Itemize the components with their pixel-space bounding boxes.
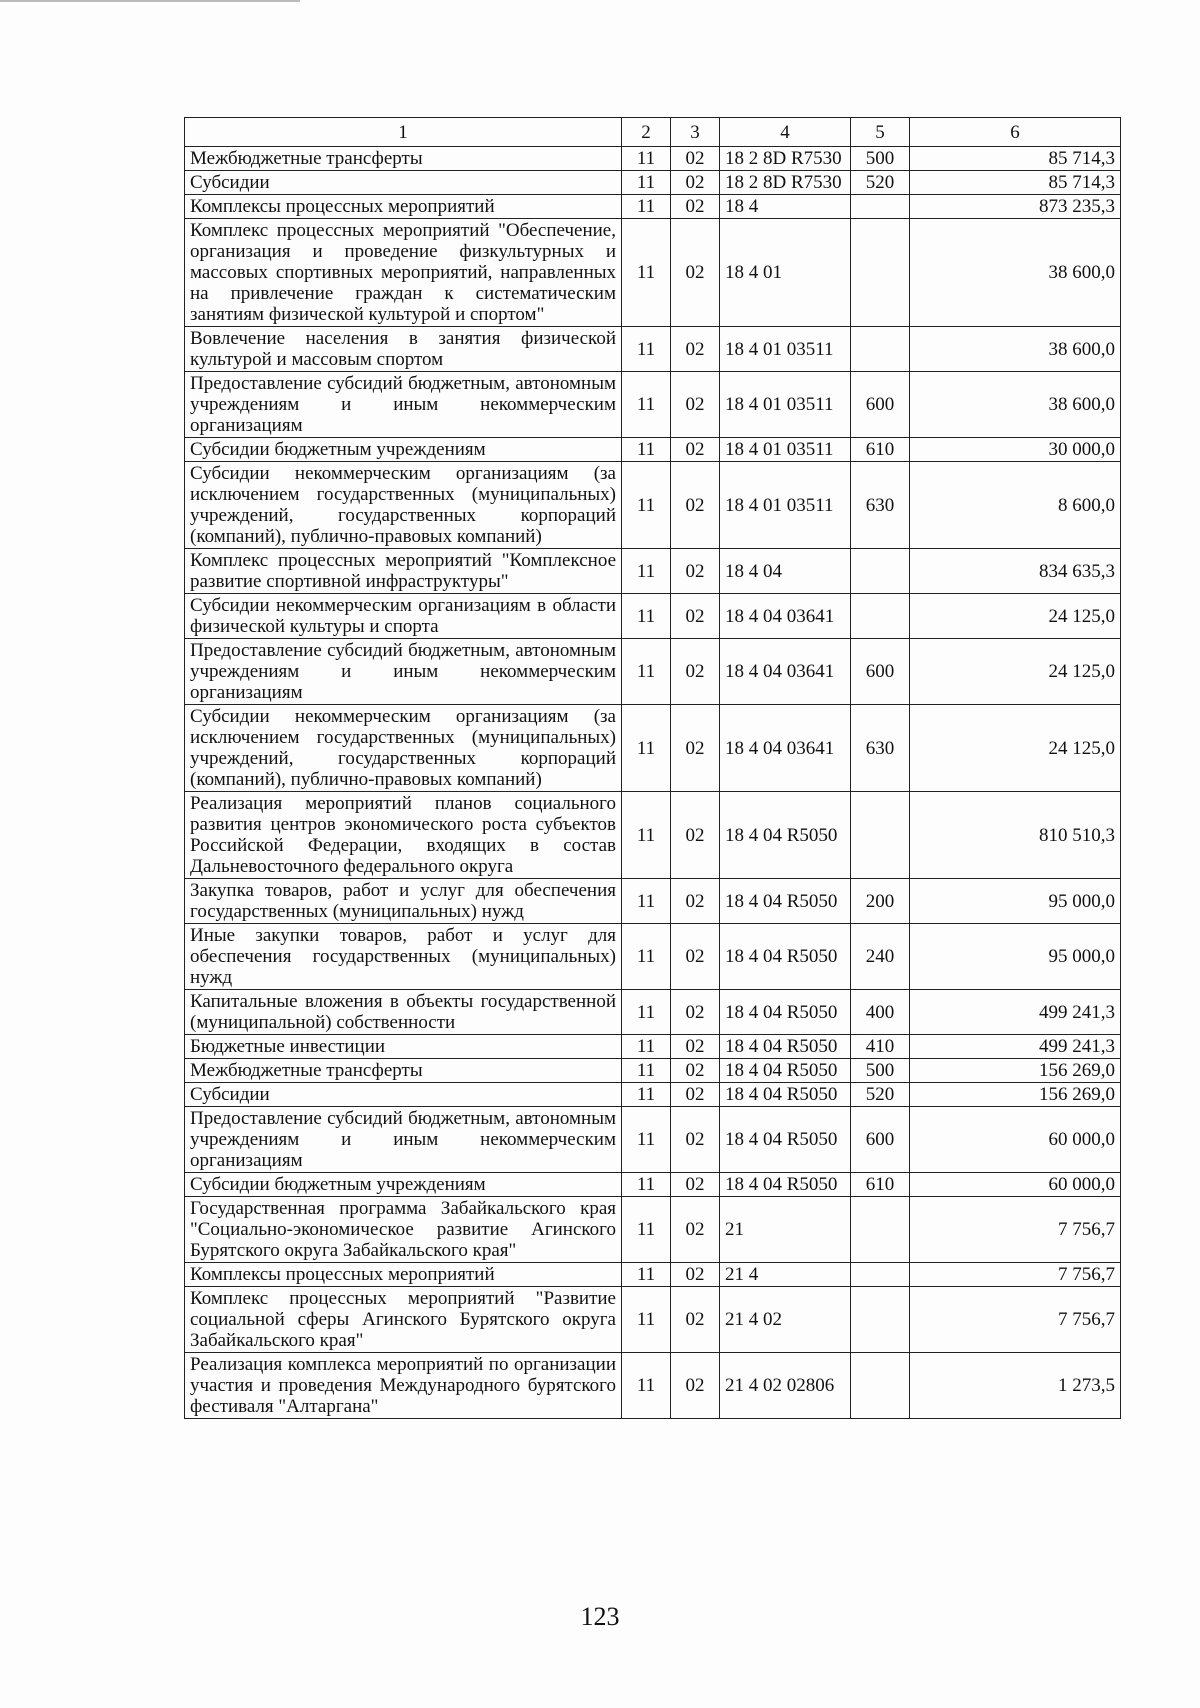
table-row: [185, 990, 1121, 1035]
row-amount: 810 510,3: [910, 792, 1121, 879]
row-target-code: 21 4: [720, 1263, 851, 1287]
row-amount: 1 273,5: [910, 1353, 1121, 1419]
column-header: 5: [851, 118, 910, 147]
row-target-code: 18 4 04 R5050: [720, 879, 851, 924]
row-target-code: 18 4 01 03511: [720, 372, 851, 438]
row-amount: 60 000,0: [910, 1173, 1121, 1197]
row-amount: 30 000,0: [910, 438, 1121, 462]
row-target-code: 18 4 04 03641: [720, 594, 851, 639]
row-section: 11: [622, 1263, 671, 1287]
row-name: Субсидии некоммерческим организациям (за исключением государственных (муниципальных) учреждений, государственных корпораций (компаний), публично-правовых компаний): [185, 705, 622, 792]
row-expense-type: [851, 1353, 910, 1419]
header-row: [185, 118, 1121, 147]
row-section: 11: [622, 792, 671, 879]
column-header: 4: [720, 118, 851, 147]
row-name: Бюджетные инвестиции: [185, 1035, 622, 1059]
row-amount: 95 000,0: [910, 879, 1121, 924]
row-name: Межбюджетные трансферты: [185, 147, 622, 171]
row-amount: 7 756,7: [910, 1197, 1121, 1263]
table-row: [185, 1173, 1121, 1197]
table-row: [185, 1035, 1121, 1059]
row-target-code: 18 4 04 R5050: [720, 1035, 851, 1059]
row-name: Субсидии бюджетным учреждениям: [185, 1173, 622, 1197]
table-row: [185, 195, 1121, 219]
row-name: Реализация мероприятий планов социального развития центров экономического роста субъектов Российской Федерации, входящих в состав Дальневосточного федерального округа: [185, 792, 622, 879]
row-amount: 85 714,3: [910, 171, 1121, 195]
row-subsection: 02: [671, 705, 720, 792]
row-subsection: 02: [671, 171, 720, 195]
row-target-code: 21 4 02: [720, 1287, 851, 1353]
row-expense-type: [851, 1197, 910, 1263]
row-subsection: 02: [671, 1059, 720, 1083]
row-amount: 499 241,3: [910, 1035, 1121, 1059]
row-target-code: 18 4 04 R5050: [720, 1059, 851, 1083]
row-name: Субсидии некоммерческим организациям в области физической культуры и спорта: [185, 594, 622, 639]
row-name: Реализация комплекса мероприятий по организации участия и проведения Международного бурятского фестиваля "Алтаргана": [185, 1353, 622, 1419]
row-expense-type: 410: [851, 1035, 910, 1059]
row-target-code: 18 2 8D R7530: [720, 147, 851, 171]
row-section: 11: [622, 1107, 671, 1173]
row-amount: 95 000,0: [910, 924, 1121, 990]
row-subsection: 02: [671, 1083, 720, 1107]
row-section: 11: [622, 879, 671, 924]
row-section: 11: [622, 171, 671, 195]
table-row: [185, 1287, 1121, 1353]
row-expense-type: 600: [851, 639, 910, 705]
row-section: 11: [622, 549, 671, 594]
row-name: Межбюджетные трансферты: [185, 1059, 622, 1083]
row-subsection: 02: [671, 147, 720, 171]
row-subsection: 02: [671, 879, 720, 924]
row-section: 11: [622, 705, 671, 792]
row-subsection: 02: [671, 1197, 720, 1263]
row-expense-type: 520: [851, 1083, 910, 1107]
row-subsection: 02: [671, 924, 720, 990]
row-name: Комплекс процессных мероприятий "Развитие социальной сферы Агинского Бурятского округа Забайкальского края": [185, 1287, 622, 1353]
row-amount: 24 125,0: [910, 639, 1121, 705]
table-row: [185, 1083, 1121, 1107]
row-subsection: 02: [671, 990, 720, 1035]
row-target-code: 18 4 04 R5050: [720, 924, 851, 990]
row-subsection: 02: [671, 195, 720, 219]
row-name: Комплекс процессных мероприятий "Комплексное развитие спортивной инфраструктуры": [185, 549, 622, 594]
row-subsection: 02: [671, 438, 720, 462]
row-amount: 24 125,0: [910, 594, 1121, 639]
row-expense-type: 600: [851, 372, 910, 438]
row-name: Комплексы процессных мероприятий: [185, 195, 622, 219]
table-row: [185, 924, 1121, 990]
row-section: 11: [622, 372, 671, 438]
row-section: 11: [622, 1353, 671, 1419]
table-row: [185, 549, 1121, 594]
row-name: Комплекс процессных мероприятий "Обеспечение, организация и проведение физкультурных и массовых спортивных мероприятий, направленных на привлечение граждан к систематическим занятиям физической культурой и спортом": [185, 219, 622, 327]
table-row: [185, 879, 1121, 924]
row-section: 11: [622, 924, 671, 990]
row-name: Субсидии: [185, 171, 622, 195]
row-subsection: 02: [671, 372, 720, 438]
row-expense-type: 630: [851, 705, 910, 792]
row-target-code: 18 2 8D R7530: [720, 171, 851, 195]
table-row: [185, 594, 1121, 639]
row-target-code: 18 4 04 R5050: [720, 792, 851, 879]
row-expense-type: 500: [851, 147, 910, 171]
row-name: Предоставление субсидий бюджетным, автономным учреждениям и иным некоммерческим организациям: [185, 372, 622, 438]
row-amount: 38 600,0: [910, 327, 1121, 372]
row-subsection: 02: [671, 549, 720, 594]
row-subsection: 02: [671, 1287, 720, 1353]
row-expense-type: 200: [851, 879, 910, 924]
row-name: Субсидии бюджетным учреждениям: [185, 438, 622, 462]
row-amount: 85 714,3: [910, 147, 1121, 171]
row-subsection: 02: [671, 327, 720, 372]
table-row: [185, 705, 1121, 792]
row-name: Капитальные вложения в объекты государственной (муниципальной) собственности: [185, 990, 622, 1035]
table-row: [185, 1197, 1121, 1263]
row-section: 11: [622, 219, 671, 327]
table-row: [185, 327, 1121, 372]
row-name: Субсидии: [185, 1083, 622, 1107]
row-section: 11: [622, 594, 671, 639]
row-section: 11: [622, 462, 671, 549]
table-body: [185, 147, 1121, 1419]
row-amount: 38 600,0: [910, 219, 1121, 327]
row-subsection: 02: [671, 1035, 720, 1059]
row-amount: 7 756,7: [910, 1263, 1121, 1287]
row-subsection: 02: [671, 1107, 720, 1173]
row-expense-type: 500: [851, 1059, 910, 1083]
row-target-code: 18 4 04 R5050: [720, 1173, 851, 1197]
row-name: Вовлечение населения в занятия физической культурой и массовым спортом: [185, 327, 622, 372]
table-row: [185, 438, 1121, 462]
row-name: Комплексы процессных мероприятий: [185, 1263, 622, 1287]
row-expense-type: 610: [851, 1173, 910, 1197]
row-target-code: 21 4 02 02806: [720, 1353, 851, 1419]
table-row: [185, 1263, 1121, 1287]
row-name: Иные закупки товаров, работ и услуг для обеспечения государственных (муниципальных) нужд: [185, 924, 622, 990]
table-row: [185, 1353, 1121, 1419]
row-section: 11: [622, 147, 671, 171]
row-section: 11: [622, 327, 671, 372]
row-section: 11: [622, 1173, 671, 1197]
row-expense-type: [851, 594, 910, 639]
column-header: 2: [622, 118, 671, 147]
row-name: Государственная программа Забайкальского края "Социально-экономическое развитие Агинского Бурятского округа Забайкальского края": [185, 1197, 622, 1263]
row-amount: 38 600,0: [910, 372, 1121, 438]
row-subsection: 02: [671, 792, 720, 879]
row-name: Закупка товаров, работ и услуг для обеспечения государственных (муниципальных) нужд: [185, 879, 622, 924]
row-subsection: 02: [671, 639, 720, 705]
row-section: 11: [622, 1083, 671, 1107]
row-target-code: 18 4 04 03641: [720, 639, 851, 705]
row-amount: 24 125,0: [910, 705, 1121, 792]
row-subsection: 02: [671, 1263, 720, 1287]
column-header: 3: [671, 118, 720, 147]
table-row: [185, 792, 1121, 879]
row-target-code: 21: [720, 1197, 851, 1263]
row-amount: 7 756,7: [910, 1287, 1121, 1353]
row-expense-type: [851, 327, 910, 372]
scan-edge-line: [0, 0, 300, 2]
row-subsection: 02: [671, 594, 720, 639]
row-target-code: 18 4 01: [720, 219, 851, 327]
row-expense-type: [851, 195, 910, 219]
table-row: [185, 219, 1121, 327]
row-section: 11: [622, 639, 671, 705]
table-row: [185, 147, 1121, 171]
table-row: [185, 1059, 1121, 1083]
row-subsection: 02: [671, 219, 720, 327]
row-target-code: 18 4 01 03511: [720, 438, 851, 462]
row-amount: 60 000,0: [910, 1107, 1121, 1173]
row-expense-type: 240: [851, 924, 910, 990]
table-row: [185, 372, 1121, 438]
table-row: [185, 171, 1121, 195]
row-expense-type: 610: [851, 438, 910, 462]
row-target-code: 18 4 04 R5050: [720, 1083, 851, 1107]
row-expense-type: 400: [851, 990, 910, 1035]
row-section: 11: [622, 195, 671, 219]
row-target-code: 18 4: [720, 195, 851, 219]
row-subsection: 02: [671, 1173, 720, 1197]
budget-table: [184, 117, 1121, 1419]
row-expense-type: 630: [851, 462, 910, 549]
row-target-code: 18 4 04: [720, 549, 851, 594]
row-expense-type: [851, 549, 910, 594]
table-row: [185, 1107, 1121, 1173]
row-section: 11: [622, 990, 671, 1035]
row-target-code: 18 4 04 R5050: [720, 1107, 851, 1173]
row-name: Предоставление субсидий бюджетным, автономным учреждениям и иным некоммерческим организациям: [185, 1107, 622, 1173]
page-number: 123: [580, 1602, 620, 1631]
row-expense-type: [851, 1287, 910, 1353]
row-subsection: 02: [671, 462, 720, 549]
row-name: Субсидии некоммерческим организациям (за исключением государственных (муниципальных) учреждений, государственных корпораций (компаний), публично-правовых компаний): [185, 462, 622, 549]
row-expense-type: 520: [851, 171, 910, 195]
row-section: 11: [622, 1035, 671, 1059]
row-expense-type: [851, 1263, 910, 1287]
table-row: [185, 639, 1121, 705]
column-header: 1: [185, 118, 622, 147]
row-amount: 156 269,0: [910, 1083, 1121, 1107]
row-target-code: 18 4 01 03511: [720, 462, 851, 549]
row-subsection: 02: [671, 1353, 720, 1419]
row-expense-type: [851, 219, 910, 327]
row-target-code: 18 4 04 R5050: [720, 990, 851, 1035]
row-section: 11: [622, 1287, 671, 1353]
row-amount: 834 635,3: [910, 549, 1121, 594]
row-section: 11: [622, 438, 671, 462]
row-section: 11: [622, 1059, 671, 1083]
row-name: Предоставление субсидий бюджетным, автономным учреждениям и иным некоммерческим организациям: [185, 639, 622, 705]
row-amount: 156 269,0: [910, 1059, 1121, 1083]
row-expense-type: [851, 792, 910, 879]
table-row: [185, 462, 1121, 549]
column-header: 6: [910, 118, 1121, 147]
row-amount: 499 241,3: [910, 990, 1121, 1035]
row-section: 11: [622, 1197, 671, 1263]
row-expense-type: 600: [851, 1107, 910, 1173]
row-target-code: 18 4 04 03641: [720, 705, 851, 792]
row-amount: 873 235,3: [910, 195, 1121, 219]
row-target-code: 18 4 01 03511: [720, 327, 851, 372]
row-amount: 8 600,0: [910, 462, 1121, 549]
